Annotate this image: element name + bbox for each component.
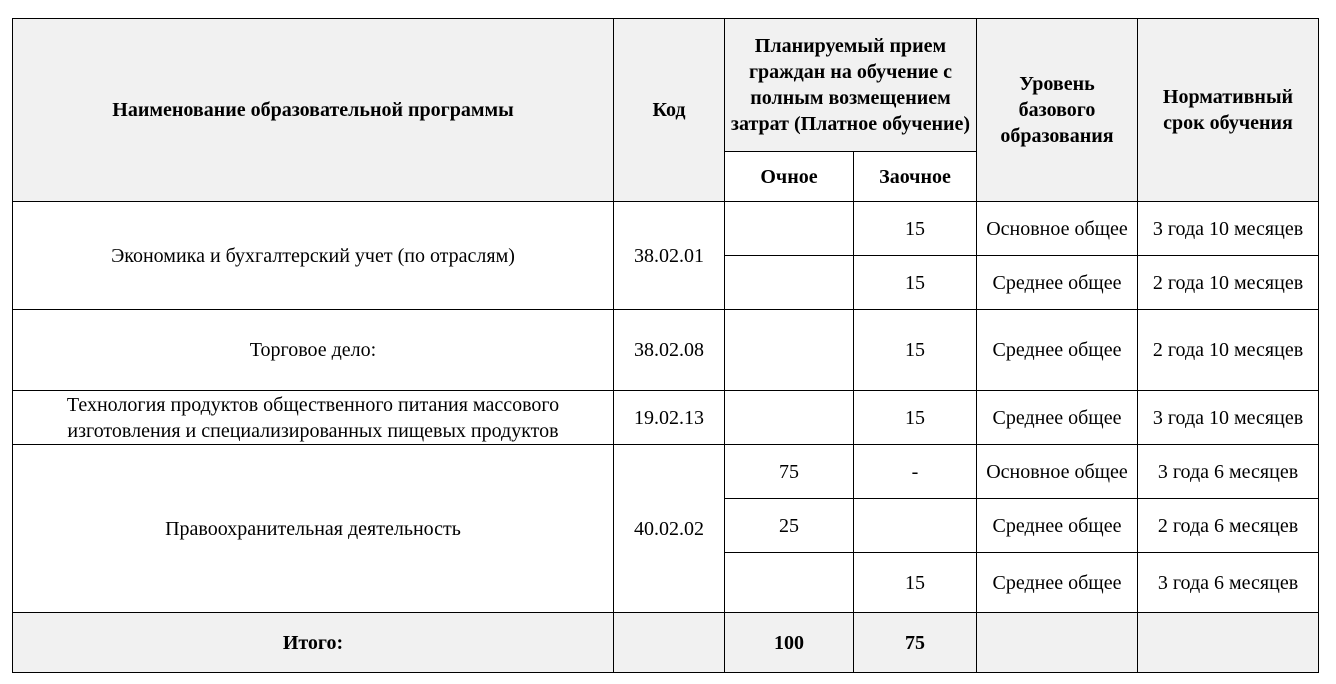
program-name-cell: Экономика и бухгалтерский учет (по отраслям) (13, 202, 614, 310)
table-body (13, 202, 1319, 673)
program-code-cell: 40.02.02 (614, 445, 725, 613)
total-term-empty (1138, 613, 1319, 673)
full-time-cell (725, 310, 854, 391)
term-cell: 3 года 6 месяцев (1138, 445, 1319, 499)
header-code: Код (614, 19, 725, 202)
base-level-cell: Среднее общее (977, 310, 1138, 391)
table-row (13, 445, 1319, 499)
full-time-cell: 25 (725, 499, 854, 553)
total-row (13, 613, 1319, 673)
part-time-cell: 15 (854, 202, 977, 256)
program-name-cell: Технология продуктов общественного питания массового изготовления и специализированных пищевых продуктов (13, 391, 614, 445)
table-row (13, 310, 1319, 391)
program-name-cell: Правоохранительная деятельность (13, 445, 614, 613)
full-time-cell: 75 (725, 445, 854, 499)
term-cell: 3 года 10 месяцев (1138, 202, 1319, 256)
base-level-cell: Среднее общее (977, 256, 1138, 310)
program-code-cell: 38.02.01 (614, 202, 725, 310)
term-cell: 3 года 10 месяцев (1138, 391, 1319, 445)
base-level-cell: Среднее общее (977, 553, 1138, 613)
base-level-cell: Среднее общее (977, 391, 1138, 445)
header-program-name: Наименование образовательной программы (13, 19, 614, 202)
part-time-cell: - (854, 445, 977, 499)
term-cell: 2 года 6 месяцев (1138, 499, 1319, 553)
term-cell: 3 года 6 месяцев (1138, 553, 1319, 613)
total-level-empty (977, 613, 1138, 673)
total-part-time: 75 (854, 613, 977, 673)
table-row (13, 202, 1319, 256)
full-time-cell (725, 256, 854, 310)
term-cell: 2 года 10 месяцев (1138, 310, 1319, 391)
program-code-cell: 19.02.13 (614, 391, 725, 445)
program-name-cell: Торговое дело: (13, 310, 614, 391)
part-time-cell: 15 (854, 256, 977, 310)
table-header (13, 19, 1319, 202)
total-label: Итого: (13, 613, 614, 673)
full-time-cell (725, 202, 854, 256)
table-row (13, 391, 1319, 445)
total-full-time: 100 (725, 613, 854, 673)
part-time-cell: 15 (854, 310, 977, 391)
header-base-level: Уровень базового образования (977, 19, 1138, 202)
full-time-cell (725, 553, 854, 613)
total-code-empty (614, 613, 725, 673)
header-planned-admission: Планируемый прием граждан на обучение с полным возмещением затрат (Платное обучение) (725, 19, 977, 152)
header-part-time: Заочное (854, 152, 977, 202)
program-code-cell: 38.02.08 (614, 310, 725, 391)
admission-plan-table (12, 18, 1319, 673)
base-level-cell: Основное общее (977, 445, 1138, 499)
part-time-cell (854, 499, 977, 553)
base-level-cell: Среднее общее (977, 499, 1138, 553)
term-cell: 2 года 10 месяцев (1138, 256, 1319, 310)
part-time-cell: 15 (854, 553, 977, 613)
base-level-cell: Основное общее (977, 202, 1138, 256)
part-time-cell: 15 (854, 391, 977, 445)
full-time-cell (725, 391, 854, 445)
header-term: Нормативный срок обучения (1138, 19, 1319, 202)
header-full-time: Очное (725, 152, 854, 202)
